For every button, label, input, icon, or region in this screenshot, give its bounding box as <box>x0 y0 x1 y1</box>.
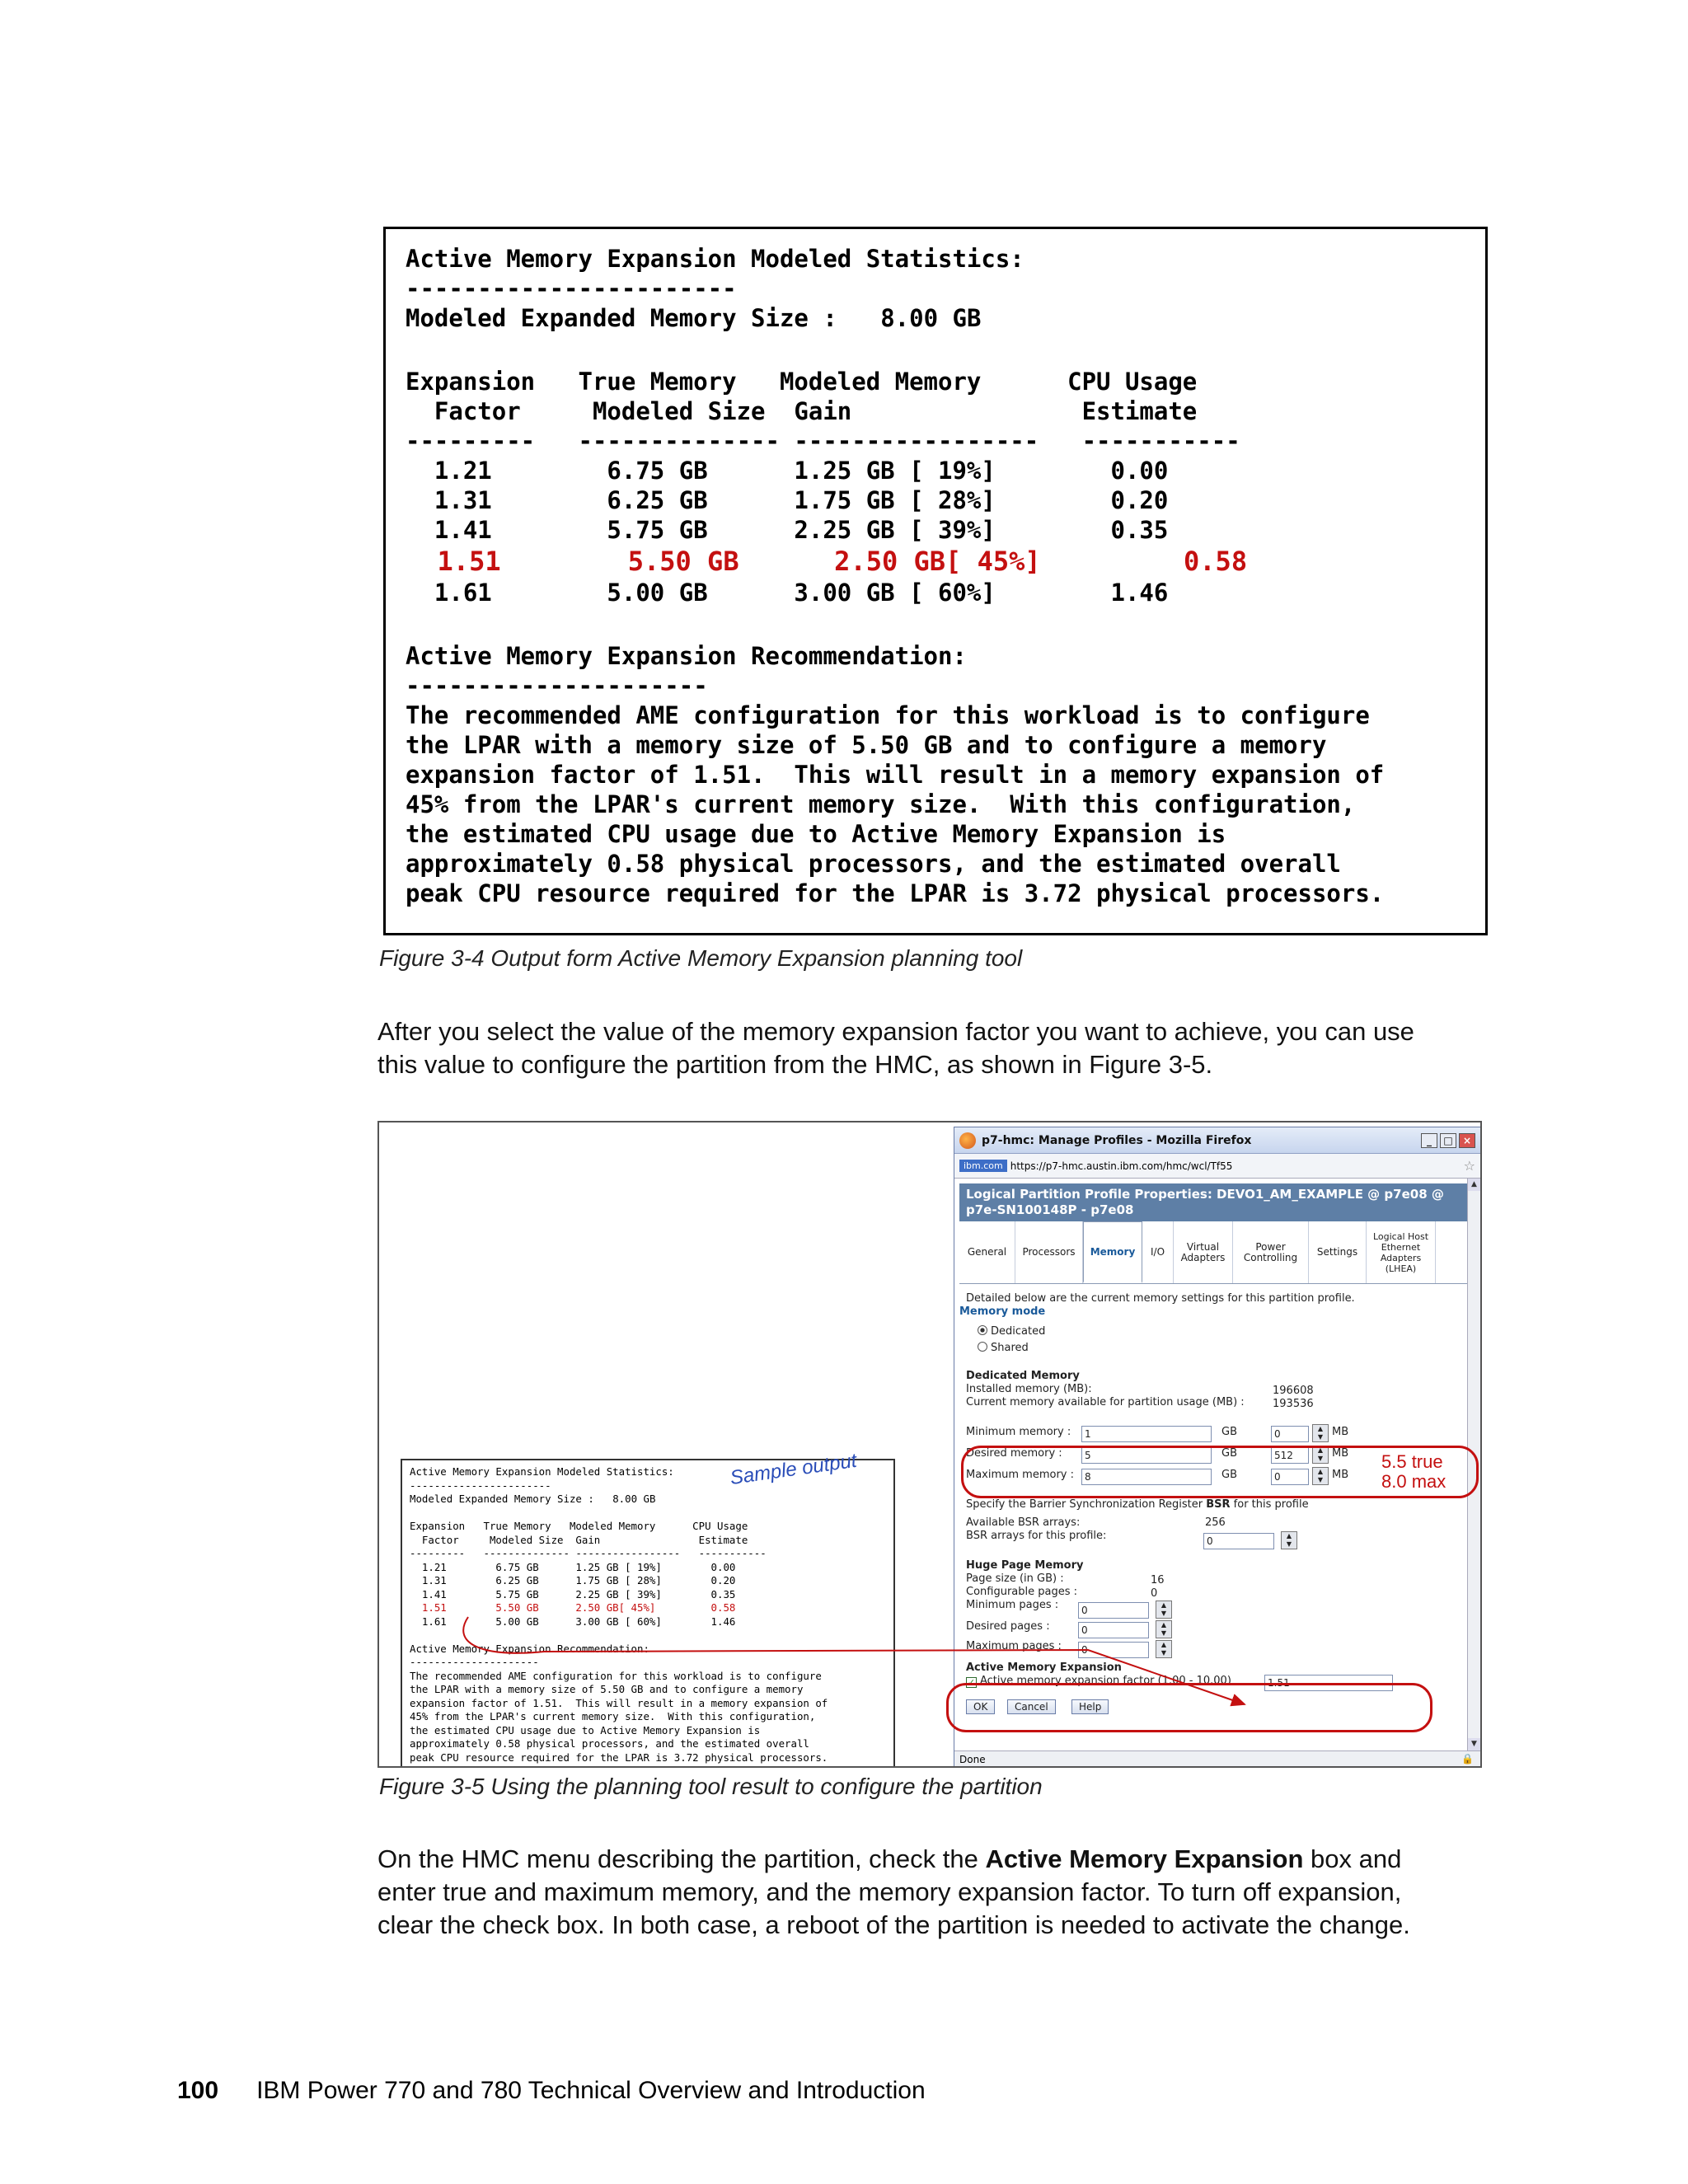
ame-heading: Active Memory Expansion <box>966 1661 1122 1674</box>
mini-recommendation-line: 45% from the LPAR's current memory size. With this configuration, <box>410 1710 816 1722</box>
min-pages-label: Minimum pages : <box>966 1599 1059 1611</box>
desired-memory-gb-input[interactable]: 5 <box>1081 1447 1212 1464</box>
dedicated-memory-heading: Dedicated Memory <box>966 1370 1080 1382</box>
max-pages-input[interactable]: 0 <box>1078 1642 1149 1658</box>
table-row: 1.61 5.00 GB 3.00 GB [ 60%] 1.46 <box>406 579 1169 607</box>
ame-factor-input[interactable]: 1.51 <box>1264 1675 1393 1691</box>
ok-button[interactable]: OK <box>966 1699 995 1714</box>
expanded-size-label: Modeled Expanded Memory Size : <box>406 304 837 332</box>
mini-table-row-highlighted: 1.51 5.50 GB 2.50 GB[ 45%] 0.58 <box>410 1601 736 1614</box>
figure-3-4-caption: Figure 3-4 Output form Active Memory Expansion planning tool <box>379 945 1023 971</box>
window-title: p7-hmc: Manage Profiles - Mozilla Firefox <box>982 1133 1252 1147</box>
max-pages-label: Maximum pages : <box>966 1640 1062 1652</box>
mini-expanded-size-label: Modeled Expanded Memory Size : <box>410 1493 594 1505</box>
recommendation-line: The recommended AME configuration for this workload is to configure <box>406 701 1370 729</box>
connector-arrow <box>379 1122 1482 1768</box>
lock-icon: 🔒 <box>1461 1753 1474 1765</box>
mini-recommendation-title: Active Memory Expansion Recommendation: <box>410 1642 649 1655</box>
mb-unit: MB <box>1332 1426 1349 1438</box>
desired-pages-input[interactable]: 0 <box>1078 1622 1149 1638</box>
bsr-heading-bold: BSR <box>1206 1498 1231 1511</box>
tab-power-controlling[interactable]: Power Controlling <box>1233 1221 1309 1283</box>
tab-general[interactable]: General <box>959 1221 1015 1283</box>
mini-col-head-1: Expansion True Memory Modeled Memory CPU Usage <box>410 1520 748 1532</box>
table-row: 1.41 5.75 GB 2.25 GB [ 39%] 0.35 <box>406 516 1169 544</box>
gb-unit: GB <box>1221 1447 1237 1460</box>
gb-unit: GB <box>1221 1426 1237 1438</box>
url-text[interactable]: https://p7-hmc.austin.ibm.com/hmc/wcl/Tf55 <box>1010 1160 1233 1172</box>
checkmark-icon[interactable]: ✓ <box>967 1677 976 1688</box>
bsr-heading-text: for this profile <box>1230 1498 1309 1511</box>
recommendation-line: expansion factor of 1.51. This will result in a memory expansion of <box>406 761 1385 789</box>
dedicated-label: Dedicated <box>991 1325 1046 1338</box>
mini-recommendation-line: expansion factor of 1.51. This will result in a memory expansion of <box>410 1696 828 1709</box>
min-memory-mb-input[interactable]: 0 <box>1271 1426 1309 1442</box>
desired-memory-mb-input[interactable]: 512 <box>1271 1447 1309 1464</box>
col-head-1: Expansion True Memory Modeled Memory CPU Usage <box>406 368 1198 396</box>
status-text: Done <box>959 1754 986 1765</box>
min-memory-gb-input[interactable]: 1 <box>1081 1426 1212 1442</box>
tab-settings[interactable]: Settings <box>1309 1221 1367 1283</box>
mini-recommendation-line: the estimated CPU usage due to Active Memory Expansion is <box>410 1723 761 1736</box>
bsr-spinner-icon[interactable]: ▲ ▼ <box>1281 1531 1297 1549</box>
recommendation-line: the LPAR with a memory size of 5.50 GB and to configure a memory <box>406 731 1327 759</box>
stats-title-rule: ----------------------- <box>406 274 737 302</box>
mini-recommendation-rule: --------------------- <box>410 1656 539 1668</box>
shared-label: Shared <box>991 1342 1029 1354</box>
bsr-available-value: 256 <box>1205 1516 1226 1529</box>
bookmark-star-icon[interactable]: ☆ <box>1463 1158 1475 1174</box>
max-memory-spinner-icon[interactable]: ▲ ▼ <box>1312 1467 1329 1485</box>
max-pages-spinner-icon[interactable]: ▲ ▼ <box>1156 1640 1172 1658</box>
recommendation-line: peak CPU resource required for the LPAR is 3.72 physical processors. <box>406 879 1385 907</box>
mini-recommendation-line: peak CPU resource required for the LPAR is 3.72 physical processors. <box>410 1750 828 1764</box>
close-icon[interactable]: × <box>1459 1133 1475 1148</box>
bsr-profile-label: BSR arrays for this profile: <box>966 1530 1107 1542</box>
mini-col-rule: --------- -------------- ----------------- ----------- <box>410 1547 767 1559</box>
tab-virtual-adapters[interactable]: Virtual Adapters <box>1174 1221 1233 1283</box>
stats-title: Active Memory Expansion Modeled Statistics: <box>406 245 1025 273</box>
mini-rule: ----------------------- <box>410 1479 551 1492</box>
mini-recommendation-line: approximately 0.58 physical processors, and the estimated overall <box>410 1737 809 1750</box>
paragraph-line: enter true and maximum memory, and the memory expansion factor. To turn off expansion, <box>377 1877 1402 1906</box>
annotation-true-memory: 5.5 true <box>1381 1451 1443 1472</box>
page-size-value: 16 <box>1151 1574 1165 1586</box>
min-memory-spinner-icon[interactable]: ▲ ▼ <box>1312 1424 1329 1442</box>
maximize-icon[interactable]: □ <box>1440 1133 1456 1148</box>
mini-recommendation-line: the LPAR with a memory size of 5.50 GB and to configure a memory <box>410 1683 804 1695</box>
mini-recommendation-line: The recommended AME configuration for this workload is to configure <box>410 1669 822 1682</box>
page-footer <box>177 2077 926 2105</box>
book-title: IBM Power 770 and 780 Technical Overview and Introduction <box>256 2077 926 2104</box>
hmc-config-figure <box>377 1121 1482 1768</box>
col-head-rule: --------- -------------- ----------------- ----------- <box>406 427 1240 455</box>
max-memory-mb-input[interactable]: 0 <box>1271 1469 1309 1485</box>
table-row: 1.21 6.75 GB 1.25 GB [ 19%] 0.00 <box>406 457 1169 485</box>
table-row: 1.31 6.25 GB 1.75 GB [ 28%] 0.20 <box>406 486 1169 514</box>
paragraph-2 <box>377 1843 1498 1942</box>
scroll-up-icon[interactable]: ▲ <box>1468 1179 1480 1191</box>
figure-3-5-caption: Figure 3-5 Using the planning tool result to configure the partition <box>379 1774 1043 1799</box>
paragraph-text: On the HMC menu describing the partition, check the <box>377 1844 986 1873</box>
recommendation-line: 45% from the LPAR's current memory size. With this configuration, <box>406 790 1356 818</box>
paragraph-bold-term: Active Memory Expansion <box>985 1844 1304 1873</box>
bsr-heading-text: Specify the Barrier Synchronization Register <box>966 1498 1207 1511</box>
scroll-down-icon[interactable]: ▼ <box>1468 1738 1480 1750</box>
tab-memory[interactable]: Memory <box>1083 1221 1142 1283</box>
site-identity-badge[interactable]: ibm.com <box>959 1160 1007 1172</box>
col-head-2: Factor Modeled Size Gain Estimate <box>406 397 1198 425</box>
arrow-line <box>463 1617 1245 1704</box>
bsr-profile-input[interactable]: 0 <box>1203 1533 1274 1549</box>
paragraph-line: After you select the value of the memory expansion factor you want to achieve, you can use <box>377 1017 1414 1046</box>
available-memory-label: Current memory available for partition usage (MB) : <box>966 1396 1245 1408</box>
ame-statistics-figure <box>383 227 1488 935</box>
ame-checkbox-label: Active memory expansion factor (1.00 - 10.00) <box>980 1675 1231 1687</box>
mb-unit: MB <box>1332 1447 1349 1460</box>
desired-memory-spinner-icon[interactable]: ▲ ▼ <box>1312 1446 1329 1464</box>
tab-io[interactable]: I/O <box>1142 1221 1174 1283</box>
configurable-pages-value: 0 <box>1151 1587 1158 1600</box>
configurable-pages-label: Configurable pages : <box>966 1586 1078 1598</box>
bsr-available-label: Available BSR arrays: <box>966 1516 1081 1529</box>
desired-memory-label: Desired memory : <box>966 1447 1062 1460</box>
recommendation-title: Active Memory Expansion Recommendation: <box>406 642 967 670</box>
min-pages-input[interactable]: 0 <box>1078 1602 1149 1619</box>
mini-expanded-size-value: 8.00 GB <box>612 1493 656 1505</box>
memory-mode-label: Memory mode <box>959 1305 1046 1318</box>
min-memory-label: Minimum memory : <box>966 1426 1071 1438</box>
sample-output-label: Sample output <box>729 1449 859 1490</box>
tab-processors[interactable]: Processors <box>1015 1221 1083 1283</box>
min-pages-spinner-icon[interactable]: ▲ ▼ <box>1156 1601 1172 1619</box>
installed-memory-value: 196608 <box>1273 1385 1314 1397</box>
dialog-title-line: Logical Partition Profile Properties: DEVO1_AM_EXAMPLE @ p7e08 @ <box>966 1187 1444 1202</box>
cancel-button[interactable]: Cancel <box>1007 1699 1056 1714</box>
paragraph-text: box and <box>1303 1844 1402 1873</box>
mini-table-row: 1.31 6.25 GB 1.75 GB [ 28%] 0.20 <box>410 1574 736 1586</box>
expanded-size-value: 8.00 GB <box>880 304 982 332</box>
max-memory-label: Maximum memory : <box>966 1469 1075 1481</box>
expanded-size-line <box>406 303 1465 333</box>
mini-table-row: 1.21 6.75 GB 1.25 GB [ 19%] 0.00 <box>410 1560 736 1573</box>
recommendation-rule: --------------------- <box>406 672 708 700</box>
dialog-title-line: p7e-SN100148P - p7e08 <box>966 1202 1134 1217</box>
table-row-highlighted: 1.51 5.50 GB 2.50 GB[ 45%] 0.58 <box>406 546 1248 577</box>
recommendation-line: the estimated CPU usage due to Active Memory Expansion is <box>406 820 1226 848</box>
gb-unit: GB <box>1221 1469 1237 1481</box>
huge-page-heading: Huge Page Memory <box>966 1559 1084 1572</box>
available-memory-value: 193536 <box>1273 1398 1314 1410</box>
annotation-max-memory: 8.0 max <box>1381 1471 1447 1492</box>
minimize-icon[interactable]: _ <box>1421 1133 1437 1148</box>
mini-col-head-2: Factor Modeled Size Gain Estimate <box>410 1533 748 1546</box>
mini-table-row: 1.61 5.00 GB 3.00 GB [ 60%] 1.46 <box>410 1615 736 1628</box>
mini-stats-title: Active Memory Expansion Modeled Statistics: <box>410 1465 674 1478</box>
mb-unit: MB <box>1332 1469 1349 1481</box>
paragraph-1 <box>377 1015 1498 1081</box>
paragraph-line: this value to configure the partition from the HMC, as shown in Figure 3-5. <box>377 1050 1213 1079</box>
paragraph-line <box>377 1843 1498 1876</box>
paragraph-line: clear the check box. In both case, a reboot of the partition is needed to activate the change. <box>377 1910 1410 1939</box>
page-number: 100 <box>177 2077 219 2104</box>
desired-pages-spinner-icon[interactable]: ▲ ▼ <box>1156 1620 1172 1638</box>
page-size-label: Page size (in GB) : <box>966 1572 1064 1585</box>
tab-lhea[interactable]: Logical Host Ethernet Adapters (LHEA) <box>1367 1221 1436 1283</box>
installed-memory-label: Installed memory (MB): <box>966 1383 1092 1395</box>
mini-table-row: 1.41 5.75 GB 2.25 GB [ 39%] 0.35 <box>410 1587 736 1601</box>
desired-pages-label: Desired pages : <box>966 1620 1050 1633</box>
recommendation-line: approximately 0.58 physical processors, and the estimated overall <box>406 850 1341 878</box>
memory-intro: Detailed below are the current memory settings for this partition profile. <box>966 1292 1355 1305</box>
help-button[interactable]: Help <box>1071 1699 1109 1714</box>
max-memory-gb-input[interactable]: 8 <box>1081 1469 1212 1485</box>
